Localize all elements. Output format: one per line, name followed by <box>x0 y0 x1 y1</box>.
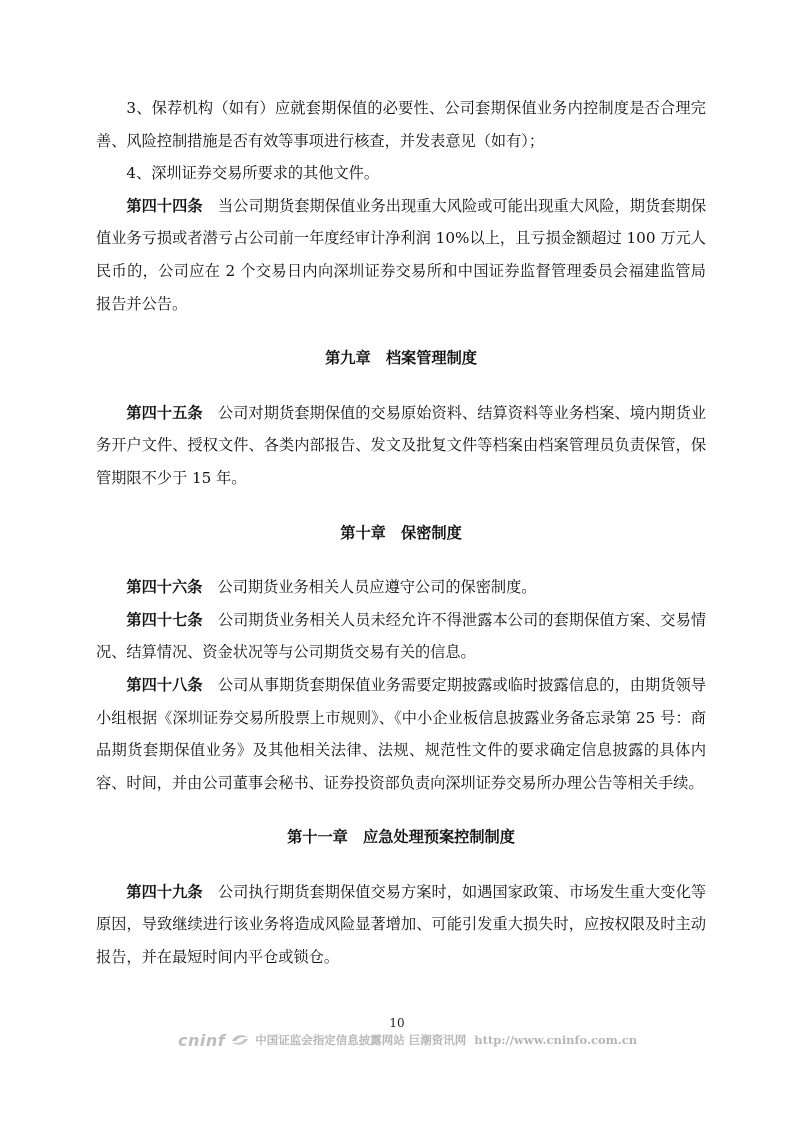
article-number: 第四十七条 <box>126 610 203 629</box>
cninfo-swirl-icon <box>229 1032 251 1048</box>
article-number: 第四十六条 <box>126 578 203 597</box>
article-number: 第四十九条 <box>126 882 203 901</box>
footer-url: http://www.cninfo.com.cn <box>474 1033 638 1047</box>
footer-site-name: 中国证监会指定信息披露网站 巨潮资讯网 <box>255 1033 467 1047</box>
article-49: 第四十九条 公司执行期货套期保值交易方案时，如遇国家政策、市场发生重大变化等原因，导致继续进行该业务将造成风险显著增加、可能引发重大损失时，应按权限及时主动报告，并在最短时间内平仓或锁仓。 <box>96 882 707 967</box>
article-45: 第四十五条 公司对期货套期保值的交易原始资料、结算资料等业务档案、境内期货业务开户文件、授权文件、各类内部报告、发文及批复文件等档案由档案管理员负责保管，保管期限不少于 15 年。 <box>96 403 707 487</box>
page-number: 10 <box>389 1016 405 1030</box>
chapter-10-title: 第十章 保密制度 <box>340 523 462 542</box>
article-48: 第四十八条 公司从事期货套期保值业务需要定期披露或临时披露信息的，由期货领导小组根据《深圳证券交易所股票上市规则》、《中小企业板信息披露业务备忘录第 25 号：商品期货套期保值业务》及其他相关法律、法规、规范性文件的要求确定信息披露的具体内容、时间，并由公司董事会秘书、证券投资部负责向深圳证券交易所办理公告等相关手续。 <box>96 675 707 792</box>
article-46: 第四十六条 公司期货业务相关人员应遵守公司的保密制度。 <box>126 578 537 597</box>
chapter-11-title: 第十一章 应急处理预案控制制度 <box>287 828 515 847</box>
article-number: 第四十八条 <box>126 675 203 694</box>
article-number: 第四十四条 <box>126 196 203 215</box>
paragraph-item-3: 3、保荐机构（如有）应就套期保值的必要性、公司套期保值业务内控制度是否合理完善、风险控制措施是否有效等事项进行核查，并发表意见（如有）； <box>96 99 706 150</box>
cninfo-logo-text: cninf <box>178 1030 226 1050</box>
footer-watermark <box>178 1030 637 1050</box>
article-44: 第四十四条 当公司期货套期保值业务出现重大风险或可能出现重大风险，期货套期保值业务亏损或者潜亏占公司前一年度经审计净利润 10%以上，且亏损金额超过 100 万元人民币的，公司应在 2 个交易日内向深圳证券交易所和中国证券监督管理委员会福建监管局报告并公告。 <box>96 196 707 313</box>
article-47: 第四十七条 公司期货业务相关人员未经允许不得泄露本公司的套期保值方案、交易情况、结算情况、资金状况等与公司期货交易有关的信息。 <box>96 610 707 662</box>
paragraph-item-4: 4、深圳证券交易所要求的其他文件。 <box>126 164 380 183</box>
document-body <box>96 92 706 974</box>
chapter-9-title: 第九章 档案管理制度 <box>325 349 477 368</box>
article-number: 第四十五条 <box>126 403 203 422</box>
